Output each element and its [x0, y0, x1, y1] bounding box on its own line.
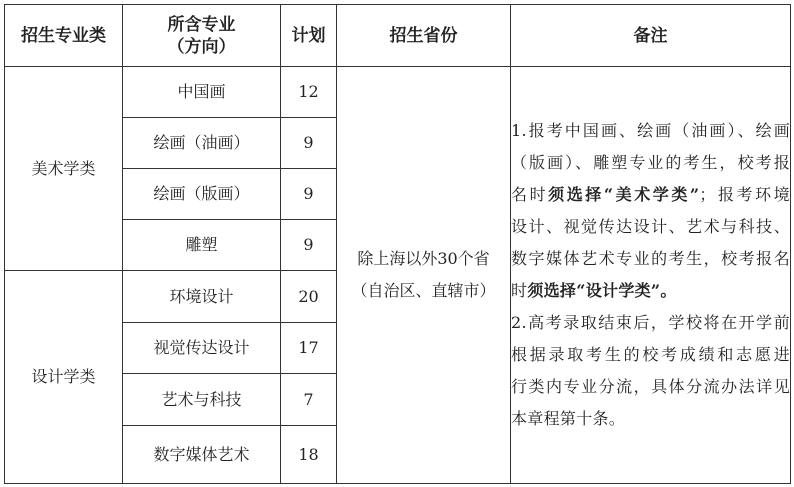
- note-text: 名时: [511, 185, 549, 204]
- note-text: 时: [511, 281, 528, 300]
- province-cell: [337, 67, 511, 484]
- note-emphasis: 须选择“美术学类”: [548, 185, 700, 204]
- major-cell: 艺术与科技: [123, 374, 281, 426]
- plan-cell: 17: [281, 323, 337, 374]
- note-line: [511, 179, 790, 211]
- plan-cell: 7: [281, 374, 337, 426]
- header-major: [123, 5, 281, 67]
- header-plan: 计划: [281, 5, 337, 67]
- major-cell: 环境设计: [123, 271, 281, 323]
- major-cell: 视觉传达设计: [123, 323, 281, 374]
- note-line: 本章程第十条。: [511, 409, 626, 428]
- header-major-line1: 所含专业: [167, 14, 236, 35]
- note-line: 2.高考录取结束后，学校将在开学前: [511, 313, 790, 332]
- note-cell: [511, 67, 791, 484]
- major-cell: 数字媒体艺术: [123, 426, 281, 484]
- note-emphasis: 须选择“设计学类”。: [527, 281, 677, 300]
- plan-cell: 9: [281, 118, 337, 169]
- plan-cell: 9: [281, 220, 337, 271]
- major-cell: 中国画: [123, 67, 281, 118]
- major-cell: 雕塑: [123, 220, 281, 271]
- header-major-line2: （方向）: [167, 36, 236, 57]
- header-row: [5, 5, 791, 67]
- major-cell: 绘画（版画）: [123, 169, 281, 220]
- note-line: 行类内专业分流，具体分流办法详见: [511, 377, 790, 396]
- header-note: 备注: [511, 5, 791, 67]
- plan-cell: 18: [281, 426, 337, 484]
- note-line: 1.报考中国画、绘画（油画）、绘画: [511, 121, 790, 140]
- note-line: 数字媒体艺术专业的考生，校考报名: [511, 249, 790, 268]
- plan-cell: 20: [281, 271, 337, 323]
- note-text: ；报考环境: [699, 185, 790, 204]
- header-category: 招生专业类: [5, 5, 123, 67]
- province-line1: 除上海以外30个省: [357, 249, 490, 268]
- plan-cell: 12: [281, 67, 337, 118]
- table-row: [5, 67, 791, 118]
- major-cell: 绘画（油画）: [123, 118, 281, 169]
- note-line: （版画）、雕塑专业的考生，校考报: [511, 153, 790, 172]
- plan-cell: 9: [281, 169, 337, 220]
- admissions-plan-table: [4, 4, 791, 484]
- province-line2: （自治区、直辖市）: [351, 281, 496, 300]
- category-cell-design: 设计学类: [5, 271, 123, 484]
- note-line: 设计、视觉传达设计、艺术与科技、: [511, 217, 790, 236]
- note-line: [511, 275, 790, 307]
- note-line: 根据录取考生的校考成绩和志愿进: [511, 345, 790, 364]
- category-cell-fine-arts: 美术学类: [5, 67, 123, 271]
- header-province: 招生省份: [337, 5, 511, 67]
